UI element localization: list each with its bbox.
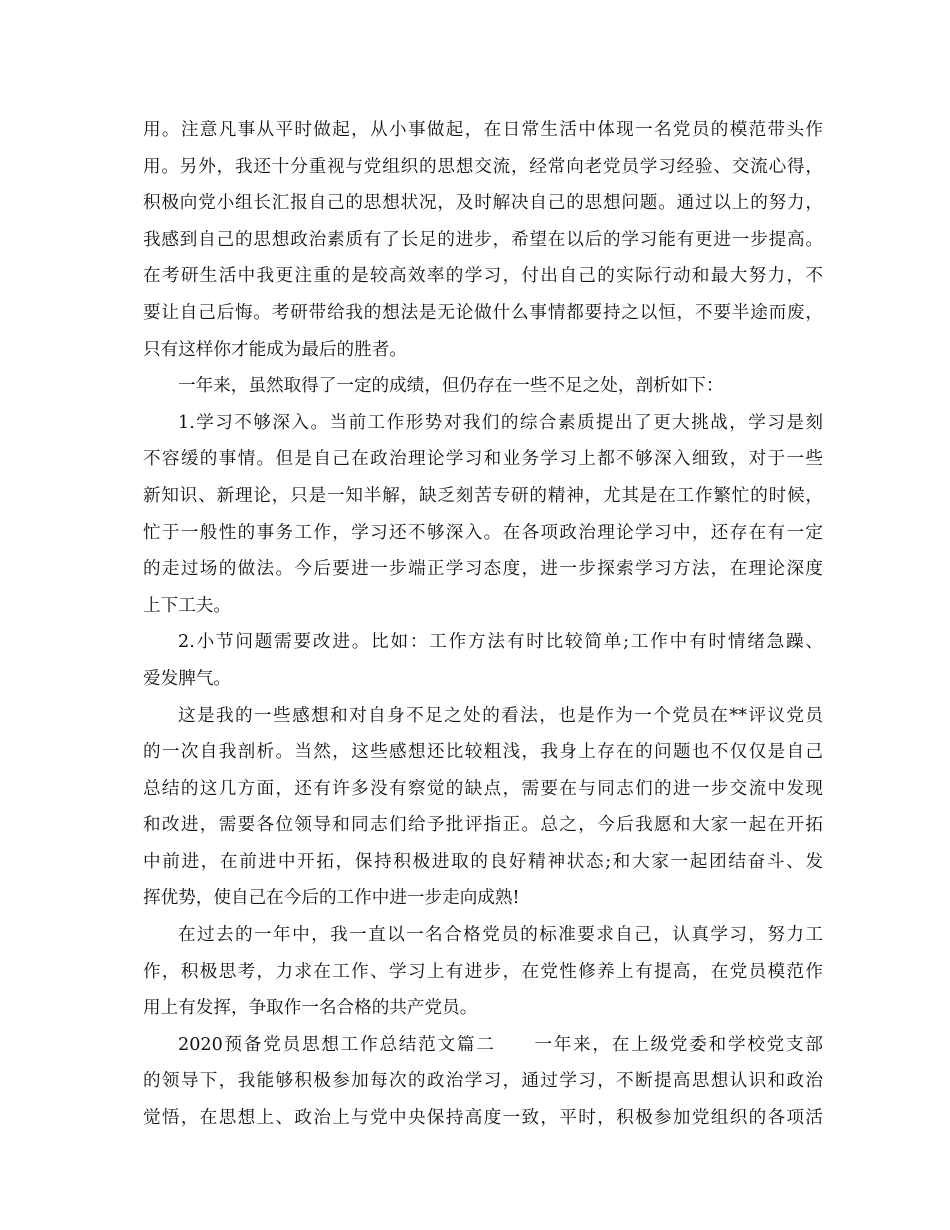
text-line: 和改进，需要各位领导和同志们给予批评指正。总之，今后我愿和大家一起在开拓 <box>143 815 823 836</box>
text-line: 这是我的一些感想和对自身不足之处的看法，也是作为一个党员在**评议党员 <box>178 705 823 726</box>
text-line: 一年来，虽然取得了一定的成绩，但仍存在一些不足之处，剖析如下： <box>178 376 724 397</box>
text-line: 用。注意凡事从平时做起，从小事做起，在日常生活中体现一名党员的模范带头作 <box>143 120 823 140</box>
text-line: 我感到自己的思想政治素质有了长足的进步，希望在以后的学习能有更进一步提高。 <box>143 229 823 250</box>
text-line: 作，积极思考，力求在工作、学习上有进步，在党性修养上有提高，在党员模范作 <box>143 961 823 982</box>
text-line: 在过去的一年中，我一直以一名合格党员的标准要求自己，认真学习，努力工 <box>178 925 823 946</box>
text-line: 不容缓的事情。但是自己在政治理论学习和业务学习上都不够深入细致，对于一些 <box>143 449 823 470</box>
text-line: 2.小节问题需要改进。比如：工作方法有时比较简单;工作中有时情绪急躁、 <box>178 632 823 653</box>
text-line: 要让自己后悔。考研带给我的想法是无论做什么事情都要持之以恒，不要半途而废， <box>143 302 823 323</box>
text-line: 的领导下，我能够积极参加每次的政治学习，通过学习，不断提高思想认识和政治 <box>143 1071 823 1092</box>
text-line: 忙于一般性的事务工作，学习还不够深入。在各项政治理论学习中，还存在有一定 <box>143 522 823 543</box>
text-line: 1.学习不够深入。当前工作形势对我们的综合素质提出了更大挑战，学习是刻 <box>178 412 823 433</box>
text-line: 2020预备党员思想工作总结范文篇二 一年来，在上级党委和学校党支部 <box>178 1034 823 1055</box>
text-line: 只有这样你才能成为最后的胜者。 <box>143 339 407 360</box>
text-line: 的一次自我剖析。当然，这些感想还比较粗浅，我身上存在的问题也不仅仅是自己 <box>143 742 823 763</box>
text-line: 总结的这几方面，还有许多没有察觉的缺点，需要在与同志们的进一步交流中发现 <box>143 778 823 799</box>
text-line: 新知识、新理论，只是一知半解，缺乏刻苦专研的精神，尤其是在工作繁忙的时候， <box>143 485 823 506</box>
text-line: 觉悟，在思想上、政治上与党中央保持高度一致，平时，积极参加党组织的各项活 <box>143 1108 823 1129</box>
text-line: 用上有发挥，争取作一名合格的共产党员。 <box>143 998 478 1019</box>
text-line: 在考研生活中我更注重的是较高效率的学习，付出自己的实际行动和最大努力，不 <box>143 266 823 287</box>
text-line: 的走过场的做法。今后要进一步端正学习态度，进一步探索学习方法，在理论深度 <box>143 559 823 580</box>
text-line: 挥优势，使自己在今后的工作中进一步走向成熟! <box>143 888 520 909</box>
text-line: 积极向党小组长汇报自己的思想状况，及时解决自己的思想问题。通过以上的努力， <box>143 193 823 214</box>
document-body <box>143 112 823 1137</box>
text-line: 爱发脾气。 <box>143 668 231 689</box>
text-line: 上下工夫。 <box>143 595 231 616</box>
text-line: 用。另外，我还十分重视与党组织的思想交流，经常向老党员学习经验、交流心得， <box>143 156 823 177</box>
text-line: 中前进，在前进中开拓，保持积极进取的良好精神状态;和大家一起团结奋斗、发 <box>143 851 823 872</box>
